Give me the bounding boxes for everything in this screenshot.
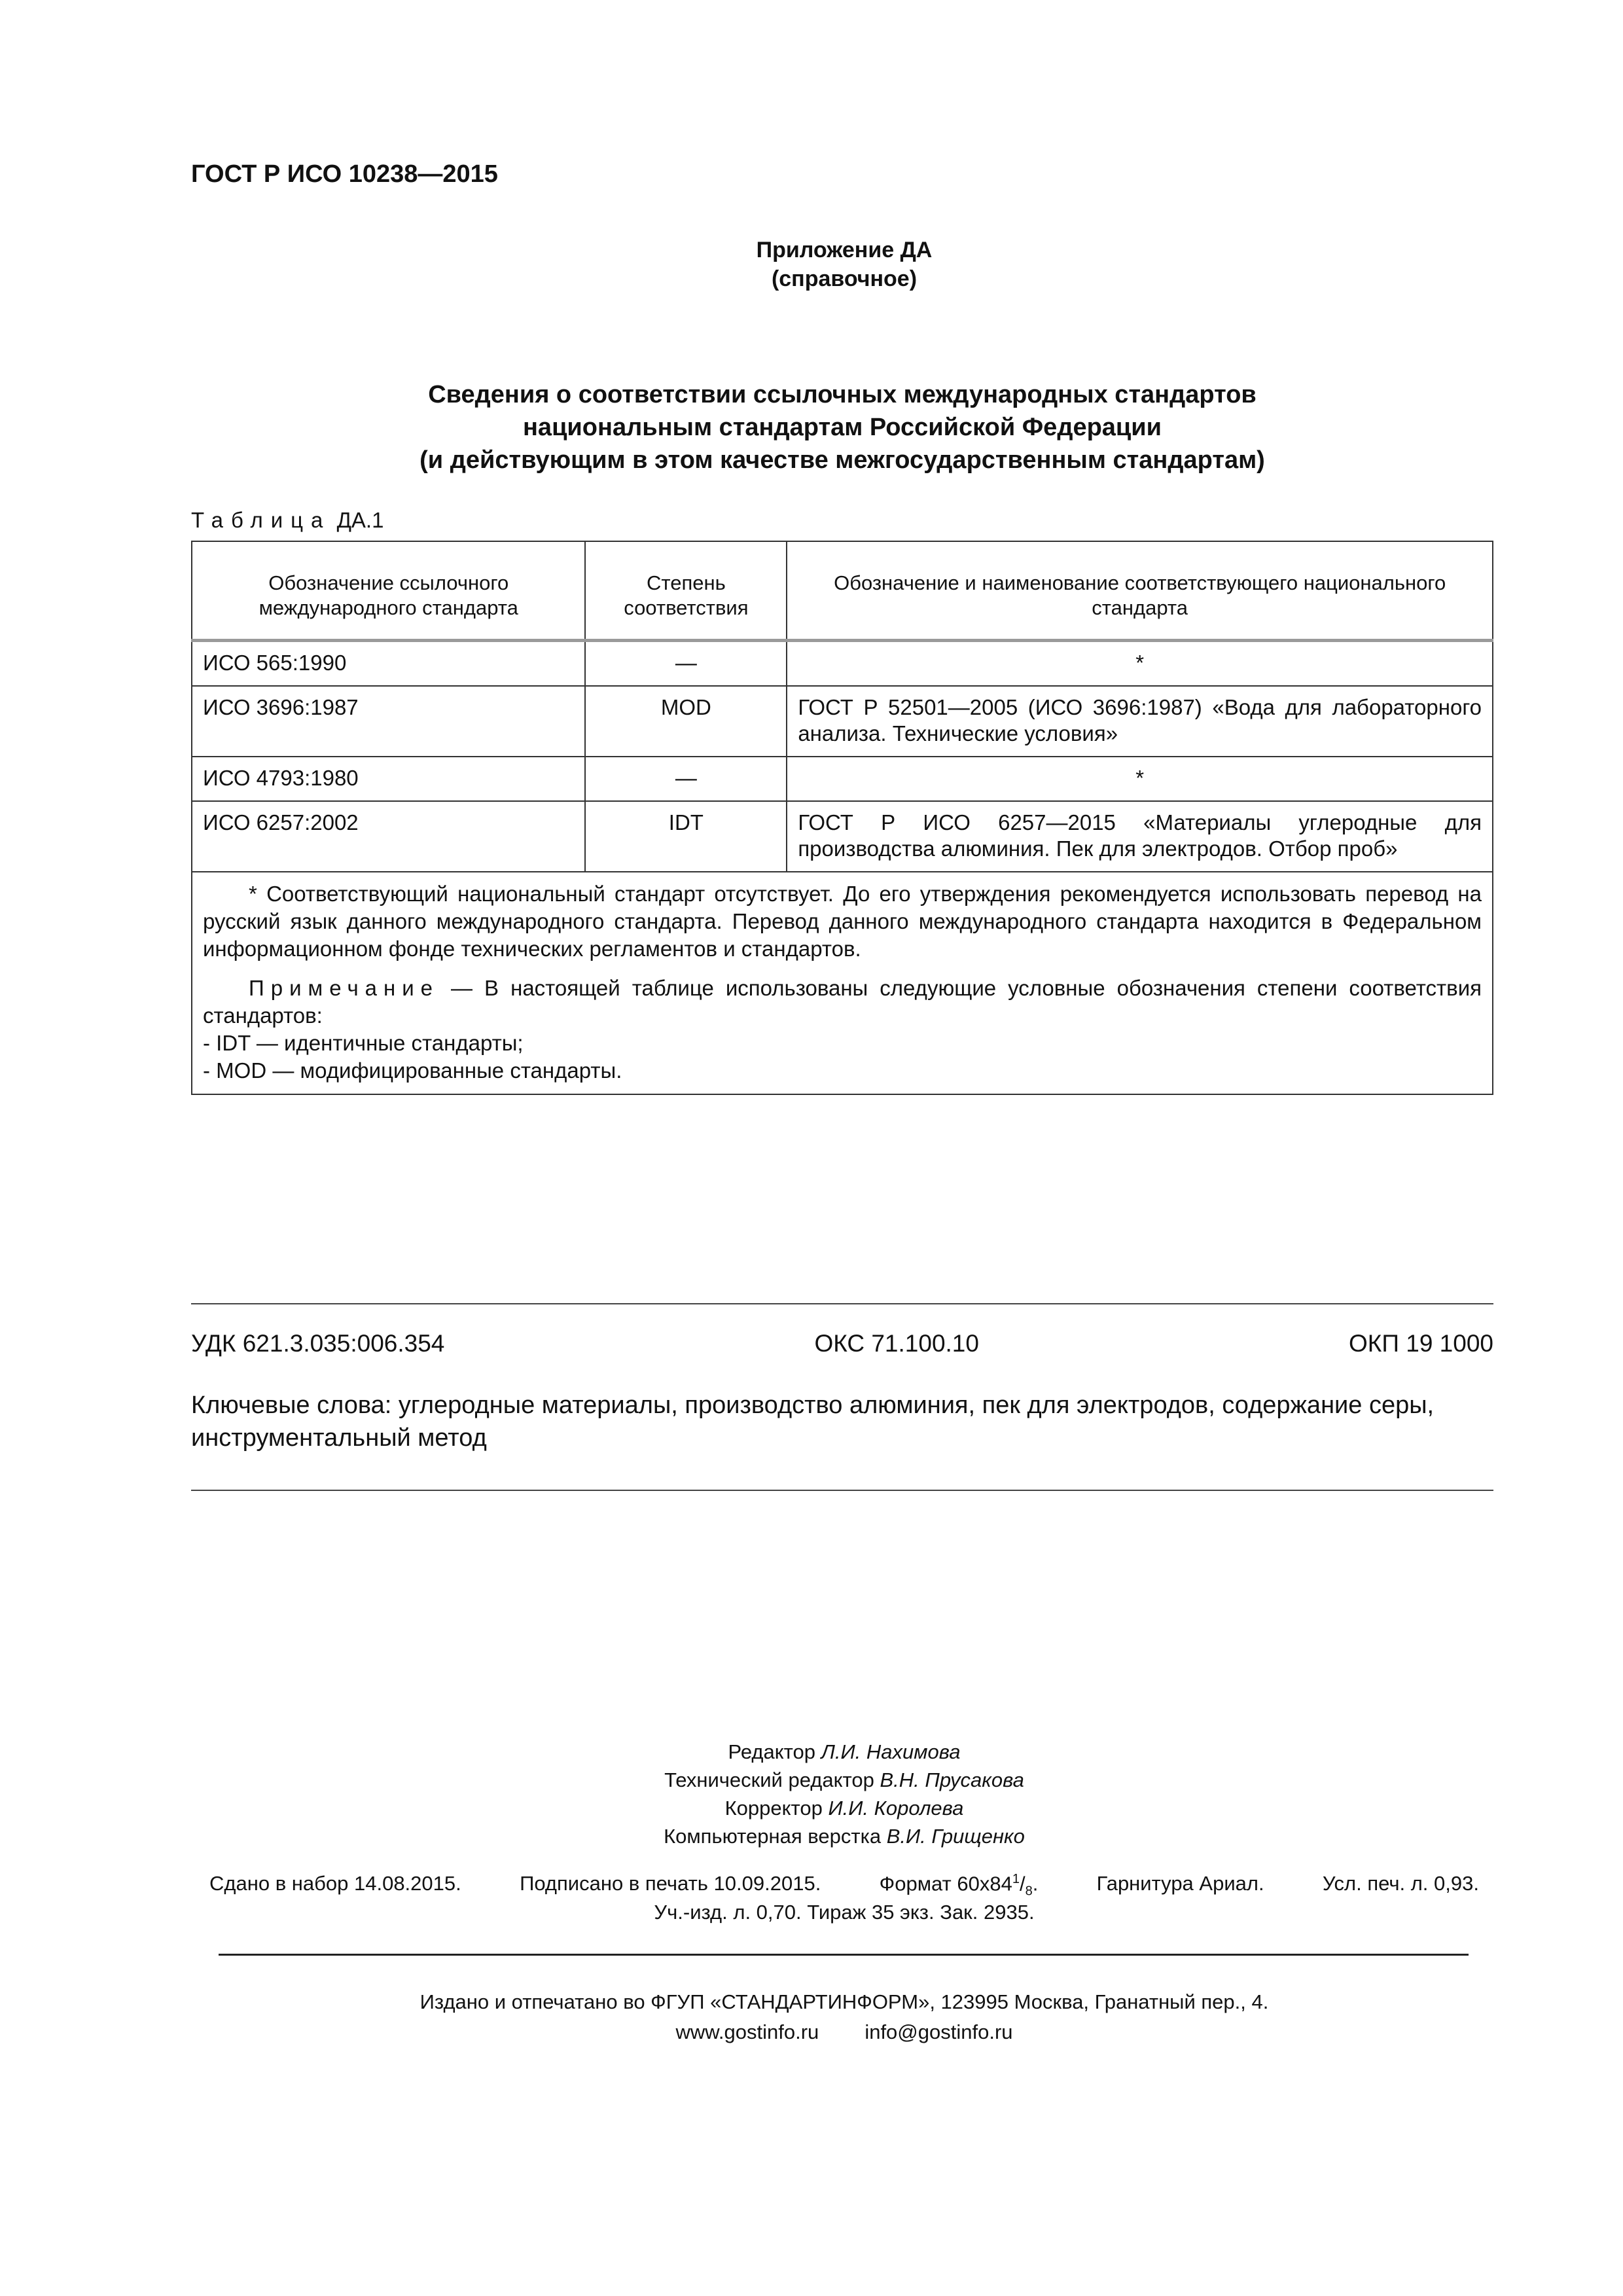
- table-label-word: Таблица: [191, 508, 331, 532]
- website-link[interactable]: www.gostinfo.ru: [675, 2020, 819, 2043]
- credit-line: [0, 1738, 1623, 1766]
- table-label-number: ДА.1: [336, 508, 384, 532]
- cell-degree: —: [585, 641, 787, 687]
- print-info-line2: Уч.-изд. л. 0,70. Тираж 35 экз. Зак. 2935.: [654, 1901, 1035, 1924]
- cell-international: ИСО 565:1990: [192, 641, 585, 687]
- credit-name: И.И. Королева: [828, 1797, 964, 1820]
- credits: [0, 1738, 1623, 1850]
- annex-title: Приложение ДА: [756, 238, 933, 262]
- note-word: Примечание: [249, 976, 440, 1000]
- table-row: [192, 641, 1493, 687]
- credit-line: [0, 1822, 1623, 1850]
- header-degree: Степень соответствия: [585, 541, 787, 641]
- format-sub: 8: [1025, 1884, 1033, 1899]
- reference-table: [191, 541, 1493, 1095]
- divider-bottom: [191, 1490, 1493, 1491]
- document-title: [191, 378, 1493, 476]
- cell-international: ИСО 6257:2002: [192, 801, 585, 872]
- table-row: [192, 686, 1493, 757]
- title-line: национальным стандартам Российской Федерации: [522, 414, 1162, 441]
- note: [203, 975, 1482, 1030]
- cell-degree: MOD: [585, 686, 787, 757]
- credit-role: Компьютерная верстка: [664, 1825, 882, 1848]
- email-link[interactable]: info@gostinfo.ru: [865, 2020, 1013, 2043]
- title-line: Сведения о соответствии ссылочных международных стандартов: [428, 381, 1257, 408]
- format-suffix: .: [1032, 1872, 1039, 1895]
- cell-international: ИСО 4793:1980: [192, 757, 585, 801]
- credit-role: Технический редактор: [664, 1768, 874, 1791]
- annex-type: (справочное): [771, 266, 918, 291]
- publisher-contacts: [0, 2017, 1623, 2047]
- table-notes: [192, 872, 1493, 1094]
- credit-name: В.Н. Прусакова: [880, 1768, 1024, 1791]
- typeface: Гарнитура Ариал.: [1096, 1872, 1264, 1895]
- classification-codes: [191, 1330, 1493, 1357]
- title-line: (и действующим в этом качестве межгосударственным стандартам): [419, 446, 1265, 474]
- credit-line: [0, 1766, 1623, 1794]
- table-header-row: [192, 541, 1493, 641]
- okp-code: ОКП 19 1000: [1349, 1330, 1493, 1357]
- table-row: [192, 757, 1493, 801]
- publisher-address: Издано и отпечатано во ФГУП «СТАНДАРТИНФОРМ», 123995 Москва, Гранатный пер., 4.: [419, 1990, 1269, 2013]
- paper-format: Формат $60x84^1/_8$.: [879, 1872, 1039, 1899]
- footnote: * Соответствующий национальный стандарт отсутствует. До его утверждения рекомендуется использовать перевод на русский язык данного международного стандарта. Перевод данного международного стандарта находится в Федеральном информационном фонде технических регламентов и стандартов.: [203, 882, 1482, 961]
- print-info: [209, 1872, 1479, 1899]
- credit-role: Корректор: [724, 1797, 823, 1820]
- cell-degree: IDT: [585, 801, 787, 872]
- print-sheets: Усл. печ. л. 0,93.: [1322, 1872, 1479, 1895]
- format-prefix: Формат 60x84: [879, 1872, 1012, 1895]
- credit-line: [0, 1794, 1623, 1822]
- document-code: ГОСТ Р ИСО 10238—2015: [191, 160, 498, 188]
- credit-role: Редактор: [728, 1740, 815, 1763]
- oks-code: ОКС 71.100.10: [814, 1330, 979, 1357]
- cell-national: ГОСТ Р ИСО 6257—2015 «Материалы углеродные для производства алюминия. Пек для электродов. Отбор проб»: [787, 801, 1493, 872]
- note-item: - IDT — идентичные стандарты;: [203, 1031, 524, 1055]
- table-notes-row: [192, 872, 1493, 1094]
- cell-international: ИСО 3696:1987: [192, 686, 585, 757]
- divider-publisher: [219, 1954, 1469, 1956]
- table-row: [192, 801, 1493, 872]
- cell-national: ГОСТ Р 52501—2005 (ИСО 3696:1987) «Вода для лабораторного анализа. Технические условия»: [787, 686, 1493, 757]
- divider-top: [191, 1303, 1493, 1304]
- credit-name: В.И. Грищенко: [886, 1825, 1025, 1848]
- credit-name: Л.И. Нахимова: [821, 1740, 961, 1763]
- publisher-info: [0, 1987, 1623, 2047]
- cell-national: *: [787, 641, 1493, 687]
- header-international-standard: Обозначение ссылочного международного стандарта: [192, 541, 585, 641]
- note-item: - MOD — модифицированные стандарты.: [203, 1058, 622, 1083]
- udk-code: УДК 621.3.035:006.354: [191, 1330, 445, 1357]
- format-sup: 1: [1012, 1872, 1020, 1886]
- cell-national: *: [787, 757, 1493, 801]
- note-text: — В настоящей таблице использованы следующие условные обозначения степени соответствия стандартов:: [203, 976, 1482, 1028]
- keywords: Ключевые слова: углеродные материалы, производство алюминия, пек для электродов, содержание серы, инструментальный метод: [191, 1391, 1435, 1452]
- submitted-date: Сдано в набор 14.08.2015.: [209, 1872, 461, 1895]
- table-label: [191, 508, 383, 533]
- cell-degree: —: [585, 757, 787, 801]
- signed-date: Подписано в печать 10.09.2015.: [520, 1872, 821, 1895]
- annex-heading: [0, 236, 1623, 293]
- header-national-standard: Обозначение и наименование соответствующего национального стандарта: [787, 541, 1493, 641]
